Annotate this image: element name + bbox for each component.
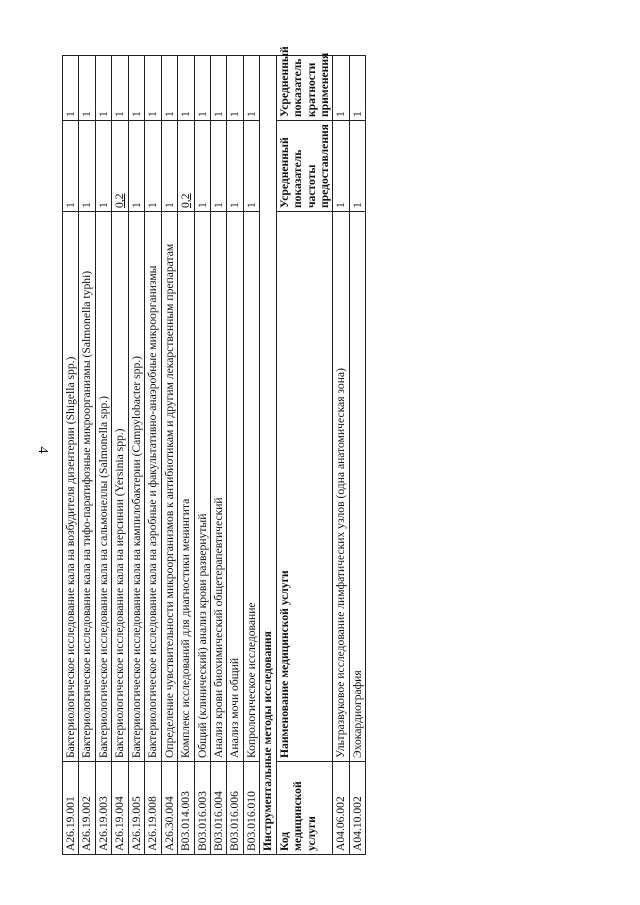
header-multiplicity: Усредненный показатель кратности применения [276,56,333,121]
frequency-value: 1 [95,121,111,212]
service-code: B03.016.010 [243,762,259,855]
header-name: Наименование медицинской услуги [276,212,333,762]
table-row [210,56,226,855]
multiplicity-value: 1 [194,56,210,121]
service-code: A26.19.003 [95,762,111,855]
table-row [79,56,95,855]
service-name: Бактериологическое исследование кала на иерсинии (Yersinia spp.) [112,212,128,762]
service-name: Комплекс исследований для диагностики менингита [178,212,194,762]
service-name: Определение чувствительности микроорганизмов к антибиотикам и другим лекарственным препаратам [161,212,177,762]
service-name: Бактериологическое исследование кала на возбудителя дизентерии (Shigella spp.) [63,212,79,762]
lab-services-body [63,56,260,855]
multiplicity-value: 1 [128,56,144,121]
table-header-row [276,56,333,855]
table-row [333,56,349,855]
multiplicity-value: 1 [79,56,95,121]
multiplicity-value: 1 [349,56,365,121]
frequency-value: 1 [161,121,177,212]
service-code: A04.06.002 [333,762,349,855]
section-title: Инструментальные методы исследования [260,56,276,855]
table-row [63,56,79,855]
table-row [95,56,111,855]
service-name: Анализ мочи общий [227,212,243,762]
service-name: Бактериологическое исследование кала на тифо-паратифозные микроорганизмы (Salmonella typhi) [79,212,95,762]
frequency-value: 1 [349,121,365,212]
table-row [112,56,128,855]
frequency-value: 1 [333,121,349,212]
frequency-value: 0,2 [112,121,128,212]
services-table [62,46,366,855]
instrumental-services-body [333,56,366,855]
table-row [128,56,144,855]
service-name: Бактериологическое исследование кала на кампилобактерии (Campylobacter spp.) [128,212,144,762]
rotated-page-content [62,46,512,855]
table-row [145,56,161,855]
service-name: Бактериологическое исследование кала на сальмонеллы (Salmonella spp.) [95,212,111,762]
table-row [178,56,194,855]
instrumental-section [260,46,333,855]
frequency-value: 1 [210,121,226,212]
frequency-value: 1 [79,121,95,212]
service-name: Бактериологическое исследование кала на аэробные и факультативно-анаэробные микроорганизмы [145,212,161,762]
header-frequency: Усредненный показатель частоты предоставления [276,121,333,212]
table-row [194,56,210,855]
frequency-value: 1 [243,121,259,212]
frequency-value: 1 [128,121,144,212]
service-code: A26.19.004 [112,762,128,855]
service-code: A26.30.004 [161,762,177,855]
table-row [349,56,365,855]
multiplicity-value: 1 [112,56,128,121]
page-number: 4 [35,446,50,454]
service-code: A26.19.005 [128,762,144,855]
service-code: A26.19.002 [79,762,95,855]
multiplicity-value: 1 [178,56,194,121]
service-code: A26.19.001 [63,762,79,855]
service-name: Общий (клинический) анализ крови развернутый [194,212,210,762]
service-name: Копрологическое исследование [243,212,259,762]
table-row [227,56,243,855]
multiplicity-value: 1 [243,56,259,121]
service-name: Ультразвуковое исследование лимфатических узлов (одна анатомическая зона) [333,212,349,762]
frequency-value: 1 [227,121,243,212]
multiplicity-value: 1 [227,56,243,121]
multiplicity-value: 1 [95,56,111,121]
service-code: B03.014.003 [178,762,194,855]
frequency-value: 1 [194,121,210,212]
section-title-row [260,56,276,855]
table-row [161,56,177,855]
service-code: A04.10.002 [349,762,365,855]
header-code: Код медицинской услуги [276,762,333,855]
frequency-value: 1 [63,121,79,212]
service-name: Анализ крови биохимический общетерапевтический [210,212,226,762]
service-name: Эхокардиография [349,212,365,762]
multiplicity-value: 1 [145,56,161,121]
service-code: B03.016.004 [210,762,226,855]
service-code: A26.19.008 [145,762,161,855]
service-code: B03.016.006 [227,762,243,855]
frequency-value: 0,2 [178,121,194,212]
service-code: B03.016.003 [194,762,210,855]
multiplicity-value: 1 [210,56,226,121]
multiplicity-value: 1 [161,56,177,121]
frequency-value: 1 [145,121,161,212]
multiplicity-value: 1 [63,56,79,121]
multiplicity-value: 1 [333,56,349,121]
table-row [243,56,259,855]
